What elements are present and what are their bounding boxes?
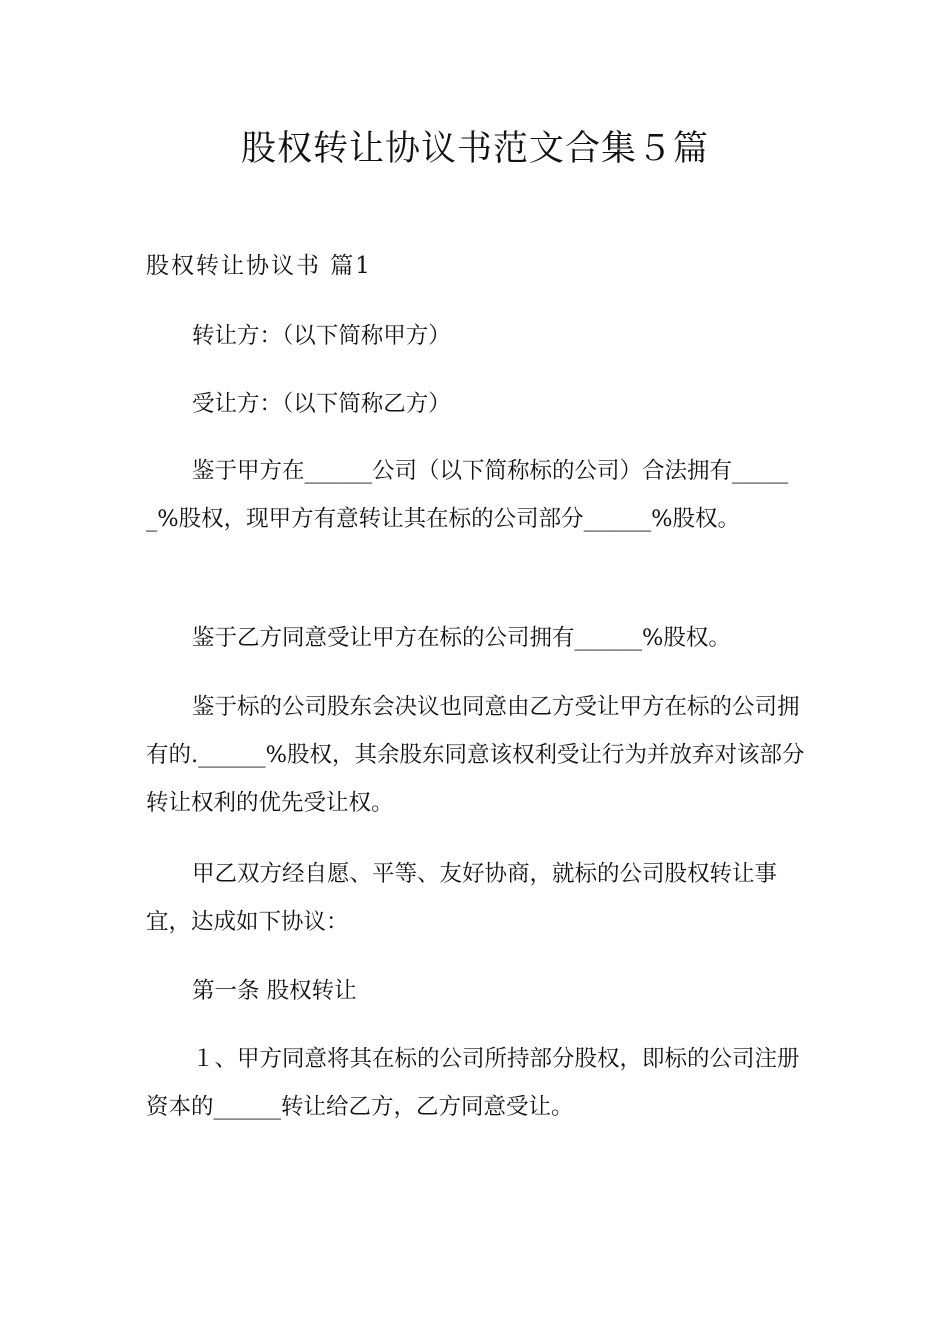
section-heading: 股权转让协议书 篇1	[146, 253, 372, 279]
document-title: 股权转让协议书范文合集５篇	[240, 129, 709, 169]
article-heading: 第一条 股权转让	[192, 978, 357, 1004]
paragraph-clause-1: １、甲方同意将其在标的公司所持部分股权，即标的公司注册资本的______转让给乙方，乙方同意受让。	[146, 1046, 800, 1120]
paragraph-agreement-intro: 甲乙双方经自愿、平等、友好协商，就标的公司股权转让事宜，达成如下协议：	[146, 861, 778, 935]
paragraph-recital-1: 鉴于甲方在______公司（以下简称标的公司）合法拥有______%股权，现甲方有意转让其在标的公司部分______%股权。	[146, 458, 789, 532]
paragraph-recital-2: 鉴于乙方同意受让甲方在标的公司拥有______%股权。	[192, 625, 731, 651]
paragraph-transferor: 转让方：（以下简称甲方）	[192, 323, 451, 349]
paragraph-recital-3: 鉴于标的公司股东会决议也同意由乙方受让甲方在标的公司拥有的.______%股权，其余股东同意该权利受让行为并放弃对该部分转让权利的优先受让权。	[146, 694, 805, 816]
paragraph-transferee: 受让方：（以下简称乙方）	[192, 391, 451, 417]
